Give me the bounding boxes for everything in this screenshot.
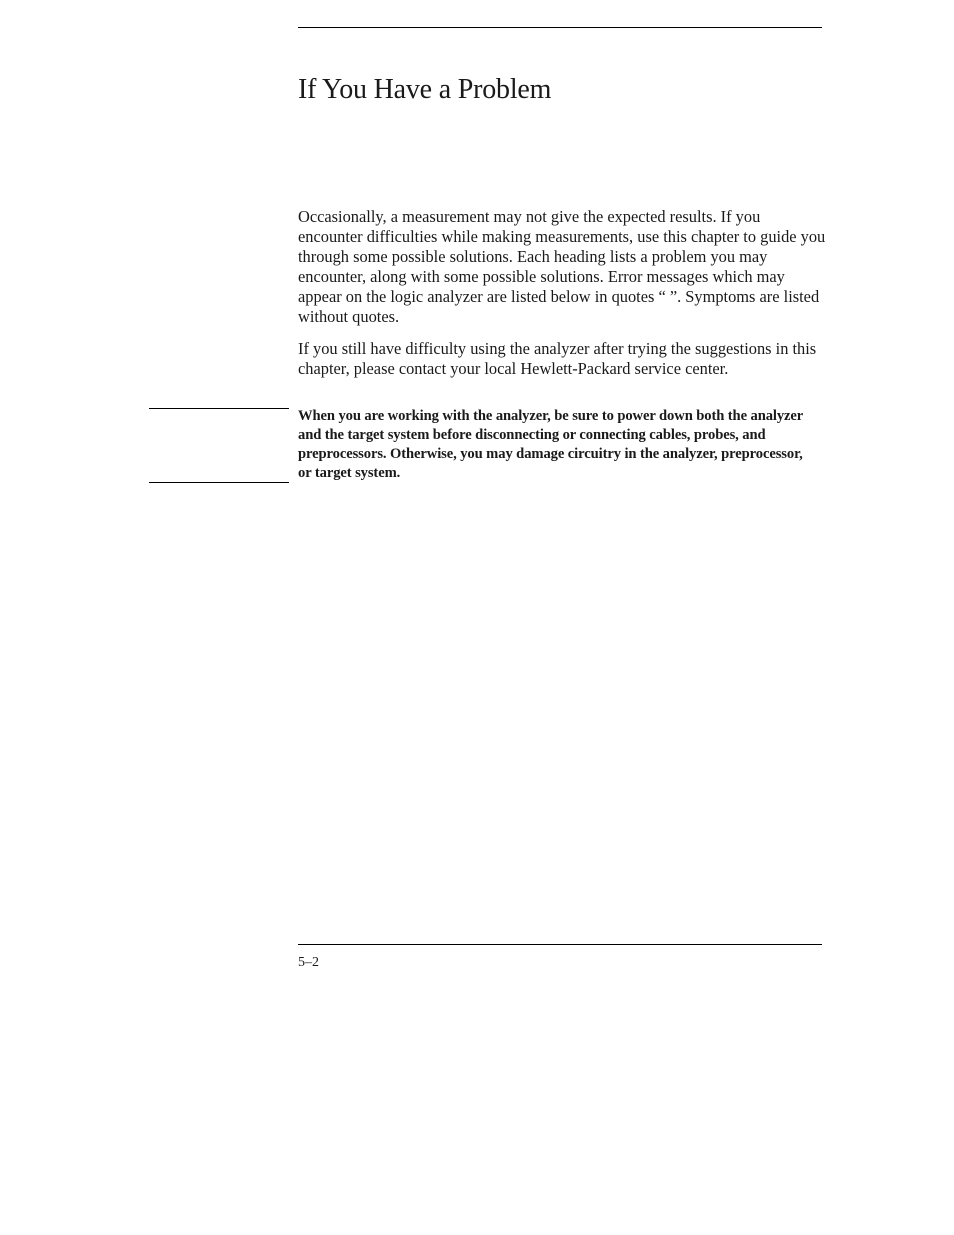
header-rule	[298, 27, 822, 28]
caution-bottom-rule	[149, 482, 289, 483]
intro-paragraph: Occasionally, a measurement may not give the expected results. If you encounter difficulties while making measurements, use this chapter to guide you through some possible solutions. Each heading lists a problem you may encounter, along with some possible solutions. Error messages which may appear on the logic analyzer are listed below in quotes “ ”. Symptoms are listed without quotes.	[298, 207, 826, 326]
page-title: If You Have a Problem	[298, 74, 552, 105]
page-number: 5–2	[298, 955, 319, 970]
caution-note: When you are working with the analyzer, be sure to power down both the analyzer and the target system before disconnecting or connecting cables, probes, and preprocessors. Otherwise, you may damage circuitry in the analyzer, preprocessor, or target system.	[298, 408, 803, 481]
footer-rule	[298, 944, 822, 945]
contact-paragraph: If you still have difficulty using the analyzer after trying the suggestions in this chapter, please contact your local Hewlett-Packard service center.	[298, 339, 817, 378]
caution-top-rule	[149, 408, 289, 409]
